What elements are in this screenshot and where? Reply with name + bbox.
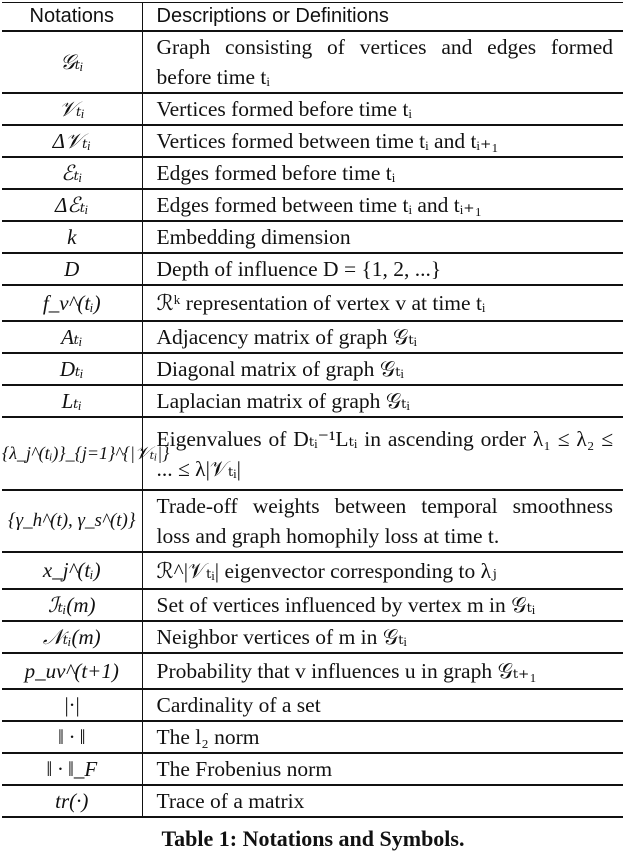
table-row xyxy=(2,253,623,285)
table-row xyxy=(2,589,623,621)
description-cell: Neighbor vertices of m in 𝒢ₜᵢ xyxy=(156,625,407,649)
notation-cell: f_v^(tᵢ) xyxy=(2,285,142,321)
notation-cell: 𝒢ₜᵢ xyxy=(2,31,142,93)
description-cell: Adjacency matrix of graph 𝒢ₜᵢ xyxy=(156,325,418,349)
notation-cell: 𝒱ₜᵢ xyxy=(2,93,142,125)
notation-cell: ‖ · ‖_F xyxy=(2,753,142,785)
notation-cell: D xyxy=(2,253,142,285)
table-row xyxy=(2,689,623,721)
notation-cell: ℐₜᵢ(m) xyxy=(2,589,142,621)
table-row xyxy=(2,785,623,817)
notation-cell: Δ𝒱ₜᵢ xyxy=(2,125,142,157)
description-cell: Trade-off weights between temporal smoothness loss and graph homophily loss at time t. xyxy=(156,494,613,548)
notation-cell: p_uv^(t+1) xyxy=(2,653,142,689)
table-row xyxy=(2,31,623,93)
notation-cell: Dₜᵢ xyxy=(2,353,142,385)
description-cell: Trace of a matrix xyxy=(156,789,305,813)
description-cell: The Frobenius norm xyxy=(156,757,333,781)
table-row xyxy=(2,417,623,490)
table-row xyxy=(2,653,623,689)
notation-cell: x_j^(tᵢ) xyxy=(2,552,142,589)
notation-cell: Δℰₜᵢ xyxy=(2,189,142,221)
table-row xyxy=(2,221,623,253)
table-row xyxy=(2,552,623,589)
description-cell: Depth of influence D = {1, 2, ...} xyxy=(156,257,442,281)
table-row xyxy=(2,125,623,157)
notation-table xyxy=(2,2,623,818)
table-row xyxy=(2,353,623,385)
notation-cell: {γ_h^(t), γ_s^(t)} xyxy=(2,490,142,552)
description-cell: ℛ^|𝒱ₜᵢ| eigenvector corresponding to λⱼ xyxy=(156,558,497,583)
notation-cell: Aₜᵢ xyxy=(2,321,142,353)
table-row xyxy=(2,285,623,321)
description-cell: Embedding dimension xyxy=(156,225,351,249)
table-row xyxy=(2,385,623,417)
table-row xyxy=(2,621,623,653)
description-cell: Eigenvalues of Dₜᵢ⁻¹Lₜᵢ in ascending order λ₁ ≤ λ₂ ≤ ... ≤ λ|𝒱ₜᵢ| xyxy=(156,426,613,481)
table-header-row xyxy=(2,3,623,32)
notation-table-container xyxy=(2,2,623,818)
description-cell: Cardinality of a set xyxy=(156,693,321,717)
description-cell: Diagonal matrix of graph 𝒢ₜᵢ xyxy=(156,357,404,381)
description-cell: Probability that v influences u in graph 𝒢ₜ₊₁ xyxy=(156,659,537,683)
description-cell: Graph consisting of vertices and edges formed before time tᵢ xyxy=(156,35,613,89)
description-cell: Laplacian matrix of graph 𝒢ₜᵢ xyxy=(156,389,410,413)
description-cell: Edges formed before time tᵢ xyxy=(156,161,396,185)
table-row xyxy=(2,93,623,125)
table-row xyxy=(2,189,623,221)
header-notations: Notations xyxy=(2,3,142,32)
notation-cell: |·| xyxy=(2,689,142,721)
description-cell: ℛᵏ representation of vertex v at time tᵢ xyxy=(156,291,486,315)
notation-cell: ℰₜᵢ xyxy=(2,157,142,189)
description-cell: The l₂ norm xyxy=(156,725,260,749)
table-row xyxy=(2,721,623,753)
notation-cell: Lₜᵢ xyxy=(2,385,142,417)
table-row xyxy=(2,321,623,353)
table-row xyxy=(2,490,623,552)
table-row xyxy=(2,157,623,189)
notation-cell: 𝒩ₜᵢ(m) xyxy=(2,621,142,653)
header-descriptions: Descriptions or Definitions xyxy=(142,3,623,32)
description-cell: Set of vertices influenced by vertex m in 𝒢ₜᵢ xyxy=(156,593,536,617)
description-cell: Vertices formed between time tᵢ and tᵢ₊₁ xyxy=(156,129,499,153)
notation-cell: {λ_j^(tᵢ)}_{j=1}^{|𝒱ₜᵢ|} xyxy=(2,417,142,490)
description-cell: Edges formed between time tᵢ and tᵢ₊₁ xyxy=(156,193,483,217)
notation-cell: ‖ · ‖ xyxy=(2,721,142,753)
description-cell: Vertices formed before time tᵢ xyxy=(156,97,412,121)
table-caption: Table 1: Notations and Symbols. xyxy=(161,826,465,851)
table-row xyxy=(2,753,623,785)
notation-cell: k xyxy=(2,221,142,253)
notation-cell: tr(·) xyxy=(2,785,142,817)
